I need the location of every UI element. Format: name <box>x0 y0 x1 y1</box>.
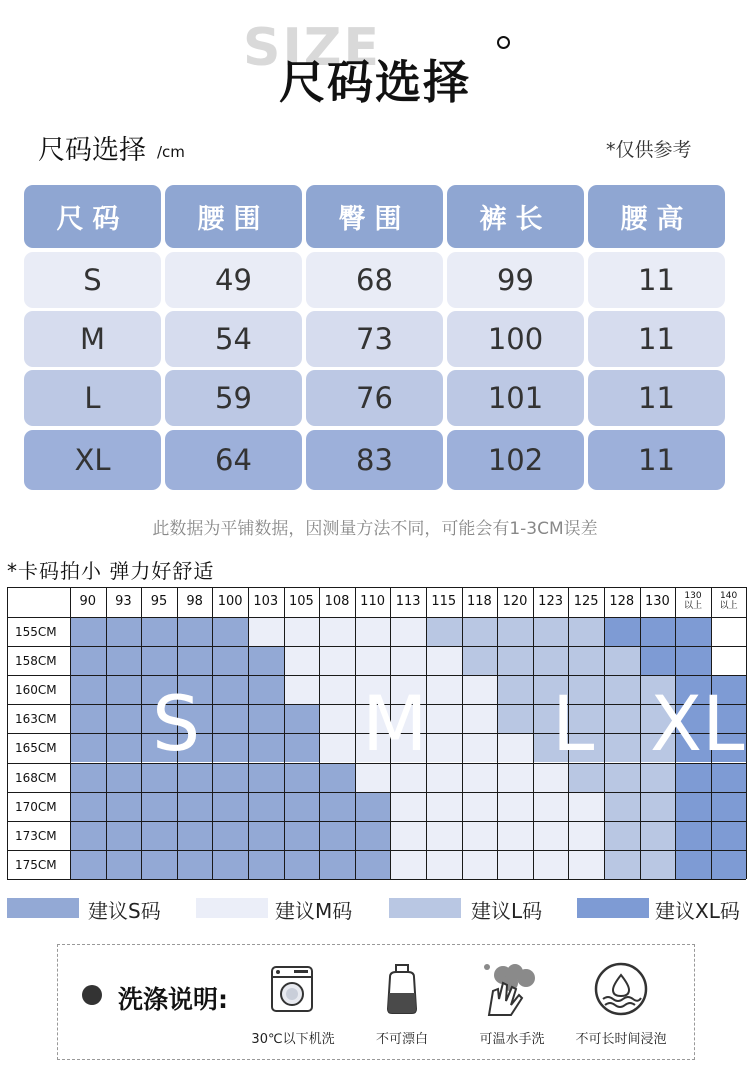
grid-cell <box>212 763 248 792</box>
grid-cell <box>212 675 248 704</box>
wash-label-1: 30℃以下机洗 <box>251 1032 335 1047</box>
grid-cell <box>106 850 142 879</box>
grid-cell <box>319 763 355 792</box>
legend-label: 建议XL码 <box>655 899 740 923</box>
no-soak-icon <box>593 961 649 1017</box>
size-table-cell: L <box>24 370 161 426</box>
grid-cell <box>106 821 142 850</box>
size-zone-label: L <box>552 679 595 768</box>
size-recommendation-grid <box>7 587 745 879</box>
grid-cell <box>568 821 604 850</box>
weight-header: 98 <box>186 594 203 609</box>
height-label: 155CM <box>15 625 57 639</box>
grid-line <box>7 821 746 822</box>
weight-header: 90 <box>79 594 97 609</box>
grid-cell <box>355 850 391 879</box>
grid-cell <box>497 821 533 850</box>
grid-cell <box>426 821 462 850</box>
grid-cell <box>106 763 142 792</box>
grid-cell <box>390 792 426 821</box>
size-table-cell: 49 <box>165 252 302 308</box>
grid-cell <box>604 850 640 879</box>
grid-line <box>533 587 534 879</box>
grid-cell <box>640 646 676 675</box>
grid-cell <box>462 850 498 879</box>
weight-header: 125 <box>573 594 599 609</box>
grid-cell <box>675 821 711 850</box>
grid-cell <box>604 763 640 792</box>
grid-line <box>7 879 746 880</box>
grid-cell <box>106 617 142 646</box>
wash-label-4: 不可长时间浸泡 <box>575 1032 667 1047</box>
legend-swatch <box>196 898 268 918</box>
header-bg-text: SIZE <box>243 18 382 78</box>
legend-swatch <box>7 898 79 918</box>
grid-line <box>106 587 107 879</box>
grid-cell <box>212 792 248 821</box>
grid-cell <box>319 617 355 646</box>
grid-cell <box>319 792 355 821</box>
size-table-cell: 99 <box>447 252 584 308</box>
legend-label: 建议S码 <box>88 899 161 923</box>
grid-cell <box>284 821 320 850</box>
grid-cell <box>675 646 711 675</box>
grid-cell <box>248 675 284 704</box>
header-title-mark <box>497 36 510 49</box>
grid-cell <box>248 763 284 792</box>
grid-cell <box>177 792 213 821</box>
grid-line <box>7 587 8 879</box>
grid-cell <box>497 733 533 762</box>
weight-header: 95 <box>150 594 168 609</box>
grid-cell <box>390 850 426 879</box>
grid-cell <box>70 617 106 646</box>
height-label: 158CM <box>15 654 57 669</box>
grid-cell <box>426 792 462 821</box>
grid-line <box>462 587 463 879</box>
weight-header: 130 <box>644 594 670 609</box>
size-table-header-cell: 腰围 <box>165 185 302 248</box>
size-note: *仅供参考 <box>606 139 692 161</box>
height-label: 170CM <box>15 799 57 814</box>
grid-line <box>212 587 213 879</box>
grid-cell <box>106 704 142 733</box>
grid-cell <box>355 821 391 850</box>
weight-header: 93 <box>115 594 132 609</box>
grid-cell <box>141 850 177 879</box>
grid-cell <box>319 675 355 704</box>
size-table-header-cell: 尺码 <box>24 185 161 248</box>
grid-cell <box>640 792 676 821</box>
weight-header: 130 以上 <box>683 591 702 611</box>
grid-cell <box>248 850 284 879</box>
size-table-cell: 11 <box>588 430 725 490</box>
legend-label: 建议L码 <box>471 899 543 923</box>
no-bleach-icon <box>384 963 420 1015</box>
grid-cell <box>462 646 498 675</box>
grid-cell <box>177 617 213 646</box>
size-table-cell: 11 <box>588 252 725 308</box>
grid-cell <box>675 792 711 821</box>
grid-cell <box>284 617 320 646</box>
grid-cell <box>462 733 498 762</box>
grid-cell <box>568 792 604 821</box>
grid-cell <box>212 617 248 646</box>
grid-cell <box>497 617 533 646</box>
grid-cell <box>212 733 248 762</box>
grid-cell <box>711 792 747 821</box>
size-table-header-cell: 裤长 <box>447 185 584 248</box>
grid-cell <box>711 617 747 646</box>
size-table-cell: 83 <box>306 430 443 490</box>
grid-cell <box>533 821 569 850</box>
wash-label-3: 可温水手洗 <box>479 1032 545 1047</box>
grid-cell <box>533 617 569 646</box>
grid-cell <box>212 850 248 879</box>
weight-header: 105 <box>288 594 314 609</box>
grid-cell <box>248 792 284 821</box>
grid-line <box>7 587 746 588</box>
grid-cell <box>426 617 462 646</box>
grid-cell <box>248 733 284 762</box>
grid-cell <box>640 850 676 879</box>
grid-cell <box>462 792 498 821</box>
size-table-cell: 101 <box>447 370 584 426</box>
grid-cell <box>177 646 213 675</box>
grid-cell <box>284 646 320 675</box>
grid-line <box>7 617 746 618</box>
size-table-cell: S <box>24 252 161 308</box>
grid-cell <box>70 763 106 792</box>
grid-cell <box>604 733 640 762</box>
grid-cell <box>212 821 248 850</box>
grid-line <box>319 587 320 879</box>
grid-line <box>640 587 641 879</box>
grid-cell <box>497 704 533 733</box>
grid-line <box>7 646 746 647</box>
weight-header: 115 <box>431 594 457 609</box>
grid-cell <box>284 733 320 762</box>
grid-line <box>284 587 285 879</box>
height-label: 173CM <box>15 828 57 843</box>
weight-header: 100 <box>217 594 243 609</box>
grid-cell <box>426 850 462 879</box>
grid-cell <box>533 646 569 675</box>
weight-header: 108 <box>324 594 350 609</box>
grid-cell <box>497 763 533 792</box>
size-table-cell: 68 <box>306 252 443 308</box>
grid-cell <box>568 850 604 879</box>
weight-header: 118 <box>466 594 492 609</box>
height-label: 168CM <box>15 770 57 785</box>
grid-cell <box>533 850 569 879</box>
grid-cell <box>711 821 747 850</box>
grid-cell <box>497 792 533 821</box>
height-label: 175CM <box>15 857 57 872</box>
grid-cell <box>390 617 426 646</box>
grid-cell <box>106 646 142 675</box>
grid-cell <box>106 675 142 704</box>
grid-line <box>497 587 498 879</box>
size-table-cell: M <box>24 311 161 367</box>
weight-header: 113 <box>395 594 421 609</box>
grid-line <box>141 587 142 879</box>
weight-header: 128 <box>609 594 635 609</box>
grid-cell <box>319 821 355 850</box>
grid-cell <box>248 646 284 675</box>
grid-cell <box>70 821 106 850</box>
grid-line <box>248 587 249 879</box>
grid-cell <box>141 792 177 821</box>
size-zone-label: M <box>362 679 428 768</box>
legend-label: 建议M码 <box>275 899 353 923</box>
grid-cell <box>284 763 320 792</box>
wash-title: 洗涤说明: <box>118 985 228 1014</box>
size-table-cell: XL <box>24 430 161 490</box>
size-table-cell: 64 <box>165 430 302 490</box>
size-table-cell: 11 <box>588 311 725 367</box>
grid-line <box>7 792 746 793</box>
height-label: 160CM <box>15 683 57 698</box>
weight-header: 103 <box>253 594 279 609</box>
grid-cell <box>462 675 498 704</box>
hand-wash-icon <box>479 961 543 1017</box>
grid-cell <box>426 646 462 675</box>
grid-cell <box>462 617 498 646</box>
grid-cell <box>355 792 391 821</box>
grid-cell <box>177 821 213 850</box>
grid-line <box>746 587 747 879</box>
size-zone-label: S <box>152 679 201 768</box>
grid-cell <box>70 850 106 879</box>
size-section-title: 尺码选择 <box>38 135 146 166</box>
grid-cell <box>141 617 177 646</box>
grid-cell <box>462 704 498 733</box>
size-unit: /cm <box>157 143 185 161</box>
grid-cell <box>711 850 747 879</box>
grid-cell <box>248 617 284 646</box>
grid-cell <box>568 617 604 646</box>
grid-cell <box>319 733 355 762</box>
weight-header: 140 以上 <box>719 591 738 611</box>
grid-cell <box>248 821 284 850</box>
grid-cell <box>70 675 106 704</box>
grid-cell <box>284 704 320 733</box>
grid-cell <box>177 850 213 879</box>
grid-cell <box>462 821 498 850</box>
weight-header: 120 <box>502 594 528 609</box>
grid-cell <box>284 675 320 704</box>
grid-cell <box>70 646 106 675</box>
chart-title: *卡码拍小 弹力好舒适 <box>7 559 215 583</box>
grid-cell <box>426 763 462 792</box>
grid-cell <box>604 646 640 675</box>
grid-cell <box>212 704 248 733</box>
size-table-cell: 102 <box>447 430 584 490</box>
size-table-cell: 73 <box>306 311 443 367</box>
grid-cell <box>426 733 462 762</box>
grid-line <box>7 850 746 851</box>
grid-cell <box>604 617 640 646</box>
size-table-cell: 76 <box>306 370 443 426</box>
size-table-cell: 54 <box>165 311 302 367</box>
grid-cell <box>640 821 676 850</box>
weight-header: 110 <box>360 594 385 609</box>
grid-cell <box>319 850 355 879</box>
grid-cell <box>212 646 248 675</box>
grid-cell <box>604 675 640 704</box>
grid-cell <box>355 646 391 675</box>
grid-cell <box>497 850 533 879</box>
header-title: 尺码选择 <box>279 55 471 109</box>
grid-cell <box>462 763 498 792</box>
legend-swatch <box>389 898 461 918</box>
grid-line <box>355 587 356 879</box>
wash-label-2: 不可漂白 <box>375 1032 428 1047</box>
weight-header: 123 <box>538 594 563 609</box>
grid-cell <box>141 821 177 850</box>
grid-cell <box>604 792 640 821</box>
size-table-header-cell: 腰高 <box>588 185 725 248</box>
grid-cell <box>390 821 426 850</box>
grid-cell <box>497 646 533 675</box>
grid-cell <box>70 704 106 733</box>
grid-cell <box>284 792 320 821</box>
size-table-cell: 11 <box>588 370 725 426</box>
grid-cell <box>106 792 142 821</box>
size-caption: 此数据为平铺数据，因测量方法不同，可能会有1-3CM误差 <box>152 519 598 539</box>
size-table-header-cell: 臀围 <box>306 185 443 248</box>
legend-swatch <box>577 898 649 918</box>
grid-cell <box>319 646 355 675</box>
washing-machine-icon <box>269 963 315 1013</box>
grid-cell <box>675 617 711 646</box>
grid-cell <box>640 617 676 646</box>
size-zone-label: XL <box>650 679 745 768</box>
grid-cell <box>355 617 391 646</box>
grid-line <box>604 587 605 879</box>
grid-cell <box>604 704 640 733</box>
height-label: 165CM <box>15 741 57 756</box>
grid-cell <box>426 675 462 704</box>
grid-cell <box>284 850 320 879</box>
height-label: 163CM <box>15 712 57 727</box>
grid-cell <box>497 675 533 704</box>
grid-cell <box>711 646 747 675</box>
grid-cell <box>70 792 106 821</box>
grid-cell <box>319 704 355 733</box>
grid-line <box>7 675 746 676</box>
size-table-cell: 59 <box>165 370 302 426</box>
grid-cell <box>604 821 640 850</box>
bullet-dot <box>82 985 102 1005</box>
size-table-cell: 100 <box>447 311 584 367</box>
grid-cell <box>141 646 177 675</box>
grid-cell <box>106 733 142 762</box>
grid-cell <box>533 792 569 821</box>
grid-cell <box>675 850 711 879</box>
grid-line <box>70 587 71 879</box>
grid-cell <box>568 646 604 675</box>
grid-cell <box>390 646 426 675</box>
grid-cell <box>426 704 462 733</box>
grid-cell <box>70 733 106 762</box>
grid-cell <box>248 704 284 733</box>
